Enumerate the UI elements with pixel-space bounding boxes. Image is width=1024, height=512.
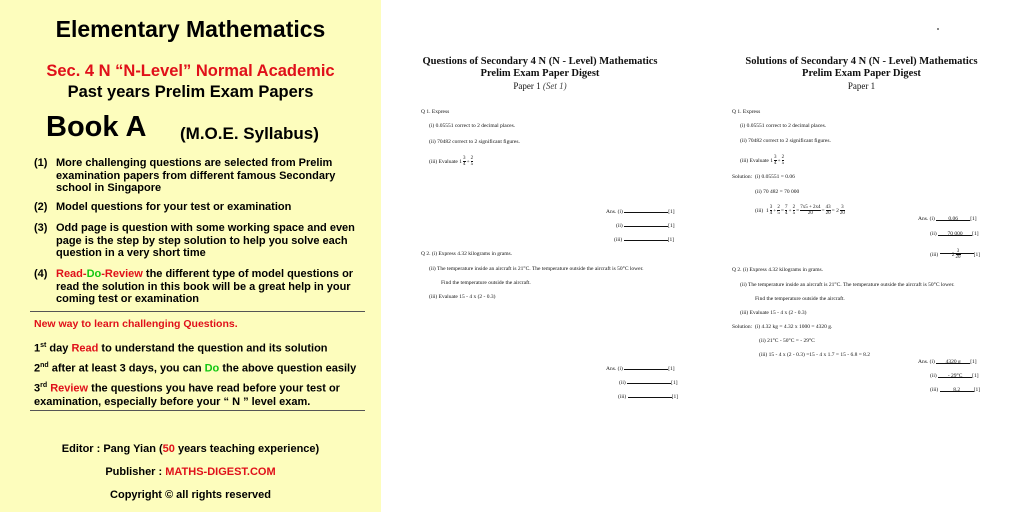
answer-blank[interactable] <box>624 365 668 370</box>
day-suffix: rd <box>40 382 48 389</box>
q1-part-i: (i) 0.05551 correct to 2 decimal places. <box>429 123 516 129</box>
marks: [1] <box>973 251 981 258</box>
q1-solution-i <box>732 174 795 180</box>
answer-label: (iii) <box>614 237 623 243</box>
fraction: $\frac{2}{5}$ <box>470 156 474 167</box>
fraction: $\frac{2}{5}$ <box>777 205 780 216</box>
answer-value: 70 000 <box>938 231 972 236</box>
answer-blank[interactable] <box>624 222 668 227</box>
q2-part-ii: (ii) The temperature inside an aircraft is 21°C. The temperature outside the aircraft is 50°C lower. <box>429 266 644 272</box>
do-word: Do <box>86 268 102 280</box>
q2-solution-iii: (iii) 15 - 4 x (2 - 0.3) =15 - 4 x 1.7 = 15 - 6.8 = 8.2 <box>759 352 871 358</box>
answer-blank[interactable] <box>627 379 671 384</box>
answer-label: (ii) <box>930 231 937 237</box>
marks: [1] <box>972 231 979 237</box>
day-3-line <box>34 379 364 409</box>
solutions-page <box>699 0 1024 512</box>
solution-label: (iii) <box>755 207 764 214</box>
point-text: Model questions for your test or examination <box>56 201 292 213</box>
answer-label: (ii) <box>616 223 623 229</box>
q1-part-iii: (iii) Evaluate 1 $\frac{3}{4}$ + $\frac{2}{5}$ <box>429 156 474 167</box>
questions-page <box>381 0 699 512</box>
answer-blank[interactable] <box>624 236 668 241</box>
answer-blank[interactable] <box>624 208 668 213</box>
editor-line <box>0 443 381 455</box>
q1-solution-iii: (iii) 1 $\frac{3}{4}$ + $\frac{2}{5}$ = $\frac{7}{4}$ + $\frac{2}{5}$ = $\frac{7x5 + 2x4}{20}$ = $\frac{43}{20}$ = 2 $\frac{3}{20}$ <box>755 205 845 216</box>
evaluate-label: (iii) Evaluate <box>429 158 458 165</box>
point-4-text: the different type of model questions or read the solution in this book will be a great help in your coming test or examination <box>56 268 354 305</box>
marks: [1] <box>671 394 679 400</box>
answer-label: Ans. (i) <box>606 209 623 215</box>
solutions-header: Solutions of Secondary 4 N (N - Level) Mathematics <box>745 56 978 67</box>
questions-header: Questions of Secondary 4 N (N - Level) Mathematics <box>422 56 658 67</box>
marks: [1] <box>668 223 675 229</box>
point-text <box>56 268 368 306</box>
editor-text: years teaching experience) <box>174 443 320 455</box>
answer-label: Ans. (i) <box>918 216 935 222</box>
solution-label: Solution: <box>732 324 753 330</box>
q1-answer-ii <box>616 222 675 229</box>
day-ordinal: 1 <box>34 342 41 355</box>
fraction: $\frac{2}{5}$ <box>792 205 796 216</box>
q1-answer-ii <box>930 231 979 237</box>
q1-answer-iii <box>614 236 674 243</box>
do-word: Do <box>204 362 220 375</box>
answer-label: (iii) <box>618 394 627 400</box>
q2-part-i: Q 2. (i) Express 4.32 kilograms in grams. <box>421 251 513 257</box>
fraction: $\frac{2}{5}$ <box>781 155 785 166</box>
day-text: day <box>46 342 72 355</box>
q1-part-ii: (ii) 70482 correct to 2 significant figures. <box>740 138 831 144</box>
marks: [1] <box>972 373 979 379</box>
q1-answer-iii <box>930 249 980 258</box>
review-word: Review <box>50 382 89 395</box>
handwritten-note: (Set 1) <box>542 81 567 91</box>
answer-blank[interactable] <box>628 393 672 398</box>
day-2-line <box>34 359 364 376</box>
answer-value: 4320 g <box>936 359 970 364</box>
solutions-paper-label: Paper 1 <box>847 81 876 91</box>
evaluate-label: (iii) Evaluate <box>740 157 769 164</box>
day-ordinal: 3 <box>34 382 41 395</box>
fraction: $\frac{3}{20}$ <box>839 205 845 216</box>
point-number: (1) <box>34 157 48 169</box>
solution-text: (i) 4.32 kg = 4.32 x 1000 = 4320 g. <box>754 324 833 330</box>
q2-part-iii: (iii) Evaluate 15 - 4 x (2 - 0.3) <box>740 310 807 316</box>
q2-answer-iii <box>930 387 980 393</box>
questions-subheader: Prelim Exam Paper Digest <box>480 68 600 79</box>
q2-part-iii: (iii) Evaluate 15 - 4 x (2 - 0.3) <box>429 294 496 300</box>
q1-text: Q 1. Express <box>732 109 761 115</box>
dash: - <box>101 268 105 280</box>
answer-value: 8.2 <box>940 387 974 392</box>
point-number: (3) <box>34 222 48 234</box>
answer-value: 0.06 <box>936 216 970 221</box>
q2-answer-i <box>606 365 675 372</box>
day-text: the above question easily <box>219 362 357 375</box>
answer-label: Ans. (i) <box>918 359 935 365</box>
marks: [1] <box>970 359 977 365</box>
q2-part-i: Q 2. (i) Express 4.32 kilograms in grams. <box>732 267 824 273</box>
marks: [1] <box>668 209 675 215</box>
answer-value: 2 $\frac{3}{20}$ <box>940 249 974 254</box>
marks: [1] <box>667 237 675 243</box>
marks: [1] <box>668 366 675 372</box>
publisher-name: MATHS-DIGEST.COM <box>165 466 276 478</box>
answer-value: - 29°C <box>938 373 972 378</box>
q1-answer-i <box>606 208 675 215</box>
copyright-line: Copyright © all rights reserved <box>110 489 271 501</box>
syllabus-label: (M.O.E. Syllabus) <box>180 124 319 143</box>
review-word: Review <box>104 268 143 280</box>
book-label: Book A <box>46 111 147 143</box>
marks: [1] <box>973 387 981 393</box>
point-number: (4) <box>34 268 48 280</box>
marks: [1] <box>671 380 678 386</box>
fraction: $\frac{7x5 + 2x4}{20}$ <box>800 205 821 216</box>
answer-label: (iii) <box>930 251 939 258</box>
answer-label: (iii) <box>930 387 939 393</box>
answer-label: (ii) <box>930 373 937 379</box>
new-way-heading: New way to learn challenging Questions. <box>34 318 238 330</box>
q1-solution-ii: (ii) 70 482 = 70 000 <box>755 189 800 195</box>
point-number: (2) <box>34 201 48 213</box>
fraction: $\frac{3}{4}$ <box>769 205 773 216</box>
solutions-subheader: Prelim Exam Paper Digest <box>802 68 921 79</box>
q2-answer-ii <box>930 373 979 379</box>
day-ordinal: 2 <box>34 362 41 375</box>
day-1-line <box>34 339 364 356</box>
day-suffix: nd <box>40 362 49 369</box>
editor-text: Editor : Pang Yian ( <box>61 443 163 455</box>
q2-part-ii: (ii) The temperature inside an aircraft is 21°C. The temperature outside the aircraft is 50°C lower. <box>740 282 955 288</box>
q2-answer-i <box>918 359 977 365</box>
answer-label: Ans. (i) <box>606 366 623 372</box>
questions-paper-label <box>381 81 699 91</box>
fraction: $\frac{3}{4}$ <box>463 156 466 167</box>
fraction: $\frac{3}{4}$ <box>774 155 777 166</box>
q1-part-iii: (iii) Evaluate 1 $\frac{3}{4}$ + $\frac{2}{5}$ <box>740 155 785 166</box>
read-word: Read <box>71 342 99 355</box>
point-text: Odd page is question with some working space and even page is the step by step solution to help you solve each question in a very short time <box>56 222 355 259</box>
book-cover-panel <box>0 0 381 512</box>
scan-speck <box>937 28 939 30</box>
q1-answer-i <box>918 216 977 222</box>
cover-subtitle-2: Past years Prelim Exam Papers <box>67 83 314 101</box>
fraction: $\frac{7}{4}$ <box>784 205 788 216</box>
divider <box>30 311 365 312</box>
q2-answer-iii <box>618 393 678 400</box>
paper-label: Paper 1 <box>513 81 541 91</box>
solution-text: (i) 0.05551 = 0.06 <box>754 174 795 180</box>
day-text: to understand the question and its solution <box>98 342 328 355</box>
marks: [1] <box>970 216 977 222</box>
divider <box>30 410 365 411</box>
cover-title: Elementary Mathematics <box>55 16 326 42</box>
day-text: after at least 3 days, you can <box>48 362 205 375</box>
fraction: $\frac{43}{20}$ <box>825 205 831 216</box>
publisher-label: Publisher : <box>105 466 166 478</box>
q2-solution-i <box>732 324 832 330</box>
q1-part-ii: (ii) 70482 correct to 2 significant figures. <box>429 139 520 145</box>
years-number: 50 <box>162 443 175 455</box>
day-suffix: st <box>40 342 47 349</box>
point-text: More challenging questions are selected from Prelim examination papers from different famous Secondary school in Singapore <box>56 157 336 194</box>
q2-answer-ii <box>619 379 678 386</box>
dash: - <box>82 268 87 280</box>
q2-part-ii-cont: Find the temperature outside the aircraft. <box>755 296 845 302</box>
answer-label: (ii) <box>619 380 626 386</box>
cover-subtitle: Sec. 4 N “N-Level” Normal Academic <box>46 62 335 80</box>
q2-part-ii-cont: Find the temperature outside the aircraft. <box>441 280 531 286</box>
solution-label: Solution: <box>732 174 753 180</box>
q1-part-i: (i) 0.05551 correct to 2 decimal places. <box>740 123 827 129</box>
publisher-line <box>0 466 381 478</box>
q1-text: Q 1. Express <box>421 109 450 115</box>
read-word: Read <box>56 268 83 280</box>
q2-solution-ii: (ii) 21°C - 50°C = - 29°C <box>759 338 815 344</box>
day-text: the questions you have read before your test or examination, especially before your “ N ” level exam. <box>34 382 340 408</box>
